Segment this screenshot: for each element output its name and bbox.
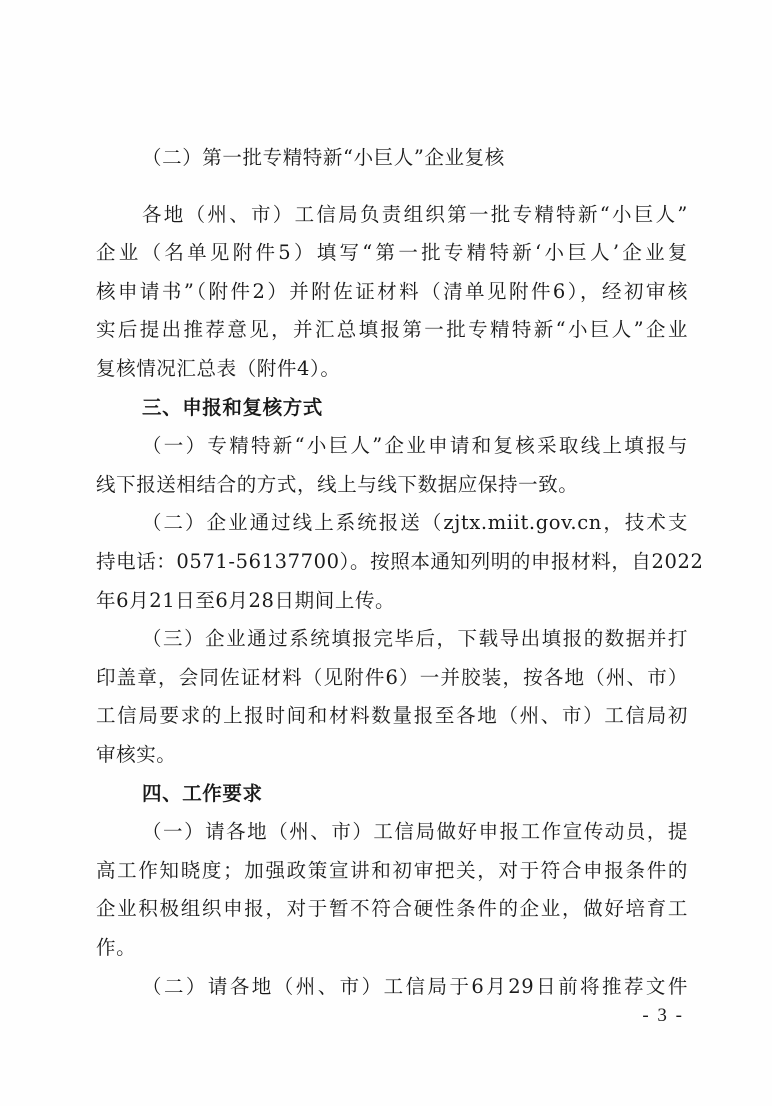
body-line: 企业积极组织申报，对于暂不符合硬性条件的企业，做好培育工 xyxy=(96,897,688,920)
body-line: 高工作知晓度；加强政策宣讲和初审把关，对于符合申报条件的 xyxy=(96,859,688,882)
body-line: （二）企业通过线上系统报送（zjtx.miit.gov.cn，技术支 xyxy=(142,511,688,534)
body-line: 各地（州、市）工信局负责组织第一批专精特新“小巨人” xyxy=(142,203,688,226)
body-line: 企业（名单见附件5）填写“第一批专精特新‘小巨人’企业复 xyxy=(96,241,688,264)
body-line: 线下报送相结合的方式，线上与线下数据应保持一致。 xyxy=(96,473,579,496)
body-line: 年6月21日至6月28日期间上传。 xyxy=(96,589,396,612)
body-line: 复核情况汇总表（附件4）。 xyxy=(96,357,341,380)
body-line: （一）请各地（州、市）工信局做好申报工作宣传动员，提 xyxy=(142,820,688,843)
body-line: （三）企业通过系统填报完毕后，下载导出填报的数据并打 xyxy=(142,627,688,650)
body-line: 工信局要求的上报时间和材料数量报至各地（州、市）工信局初 xyxy=(96,704,688,727)
body-line: 审核实。 xyxy=(96,743,177,766)
body-line: （一）专精特新“小巨人”企业申请和复核采取线上填报与 xyxy=(142,434,688,457)
body-line: 持电话：0571-56137700）。按照本通知列明的申报材料，自2022 xyxy=(96,550,704,573)
page-number: - 3 - xyxy=(642,1005,684,1026)
section-heading: 三、申报和复核方式 xyxy=(142,396,323,419)
body-line: 作。 xyxy=(96,936,137,959)
section-heading: 四、工作要求 xyxy=(142,782,263,805)
body-line: （二）请各地（州、市）工信局于6月29日前将推荐文件 xyxy=(142,975,688,998)
body-line: 实后提出推荐意见，并汇总填报第一批专精特新“小巨人”企业 xyxy=(96,318,688,341)
body-line: 印盖章，会同佐证材料（见附件6）一并胶装，按各地（州、市） xyxy=(96,666,688,689)
subsection-title: （二）第一批专精特新“小巨人”企业复核 xyxy=(142,146,505,169)
body-line: 核申请书”（附件2）并附佐证材料（清单见附件6），经初审核 xyxy=(96,280,688,303)
